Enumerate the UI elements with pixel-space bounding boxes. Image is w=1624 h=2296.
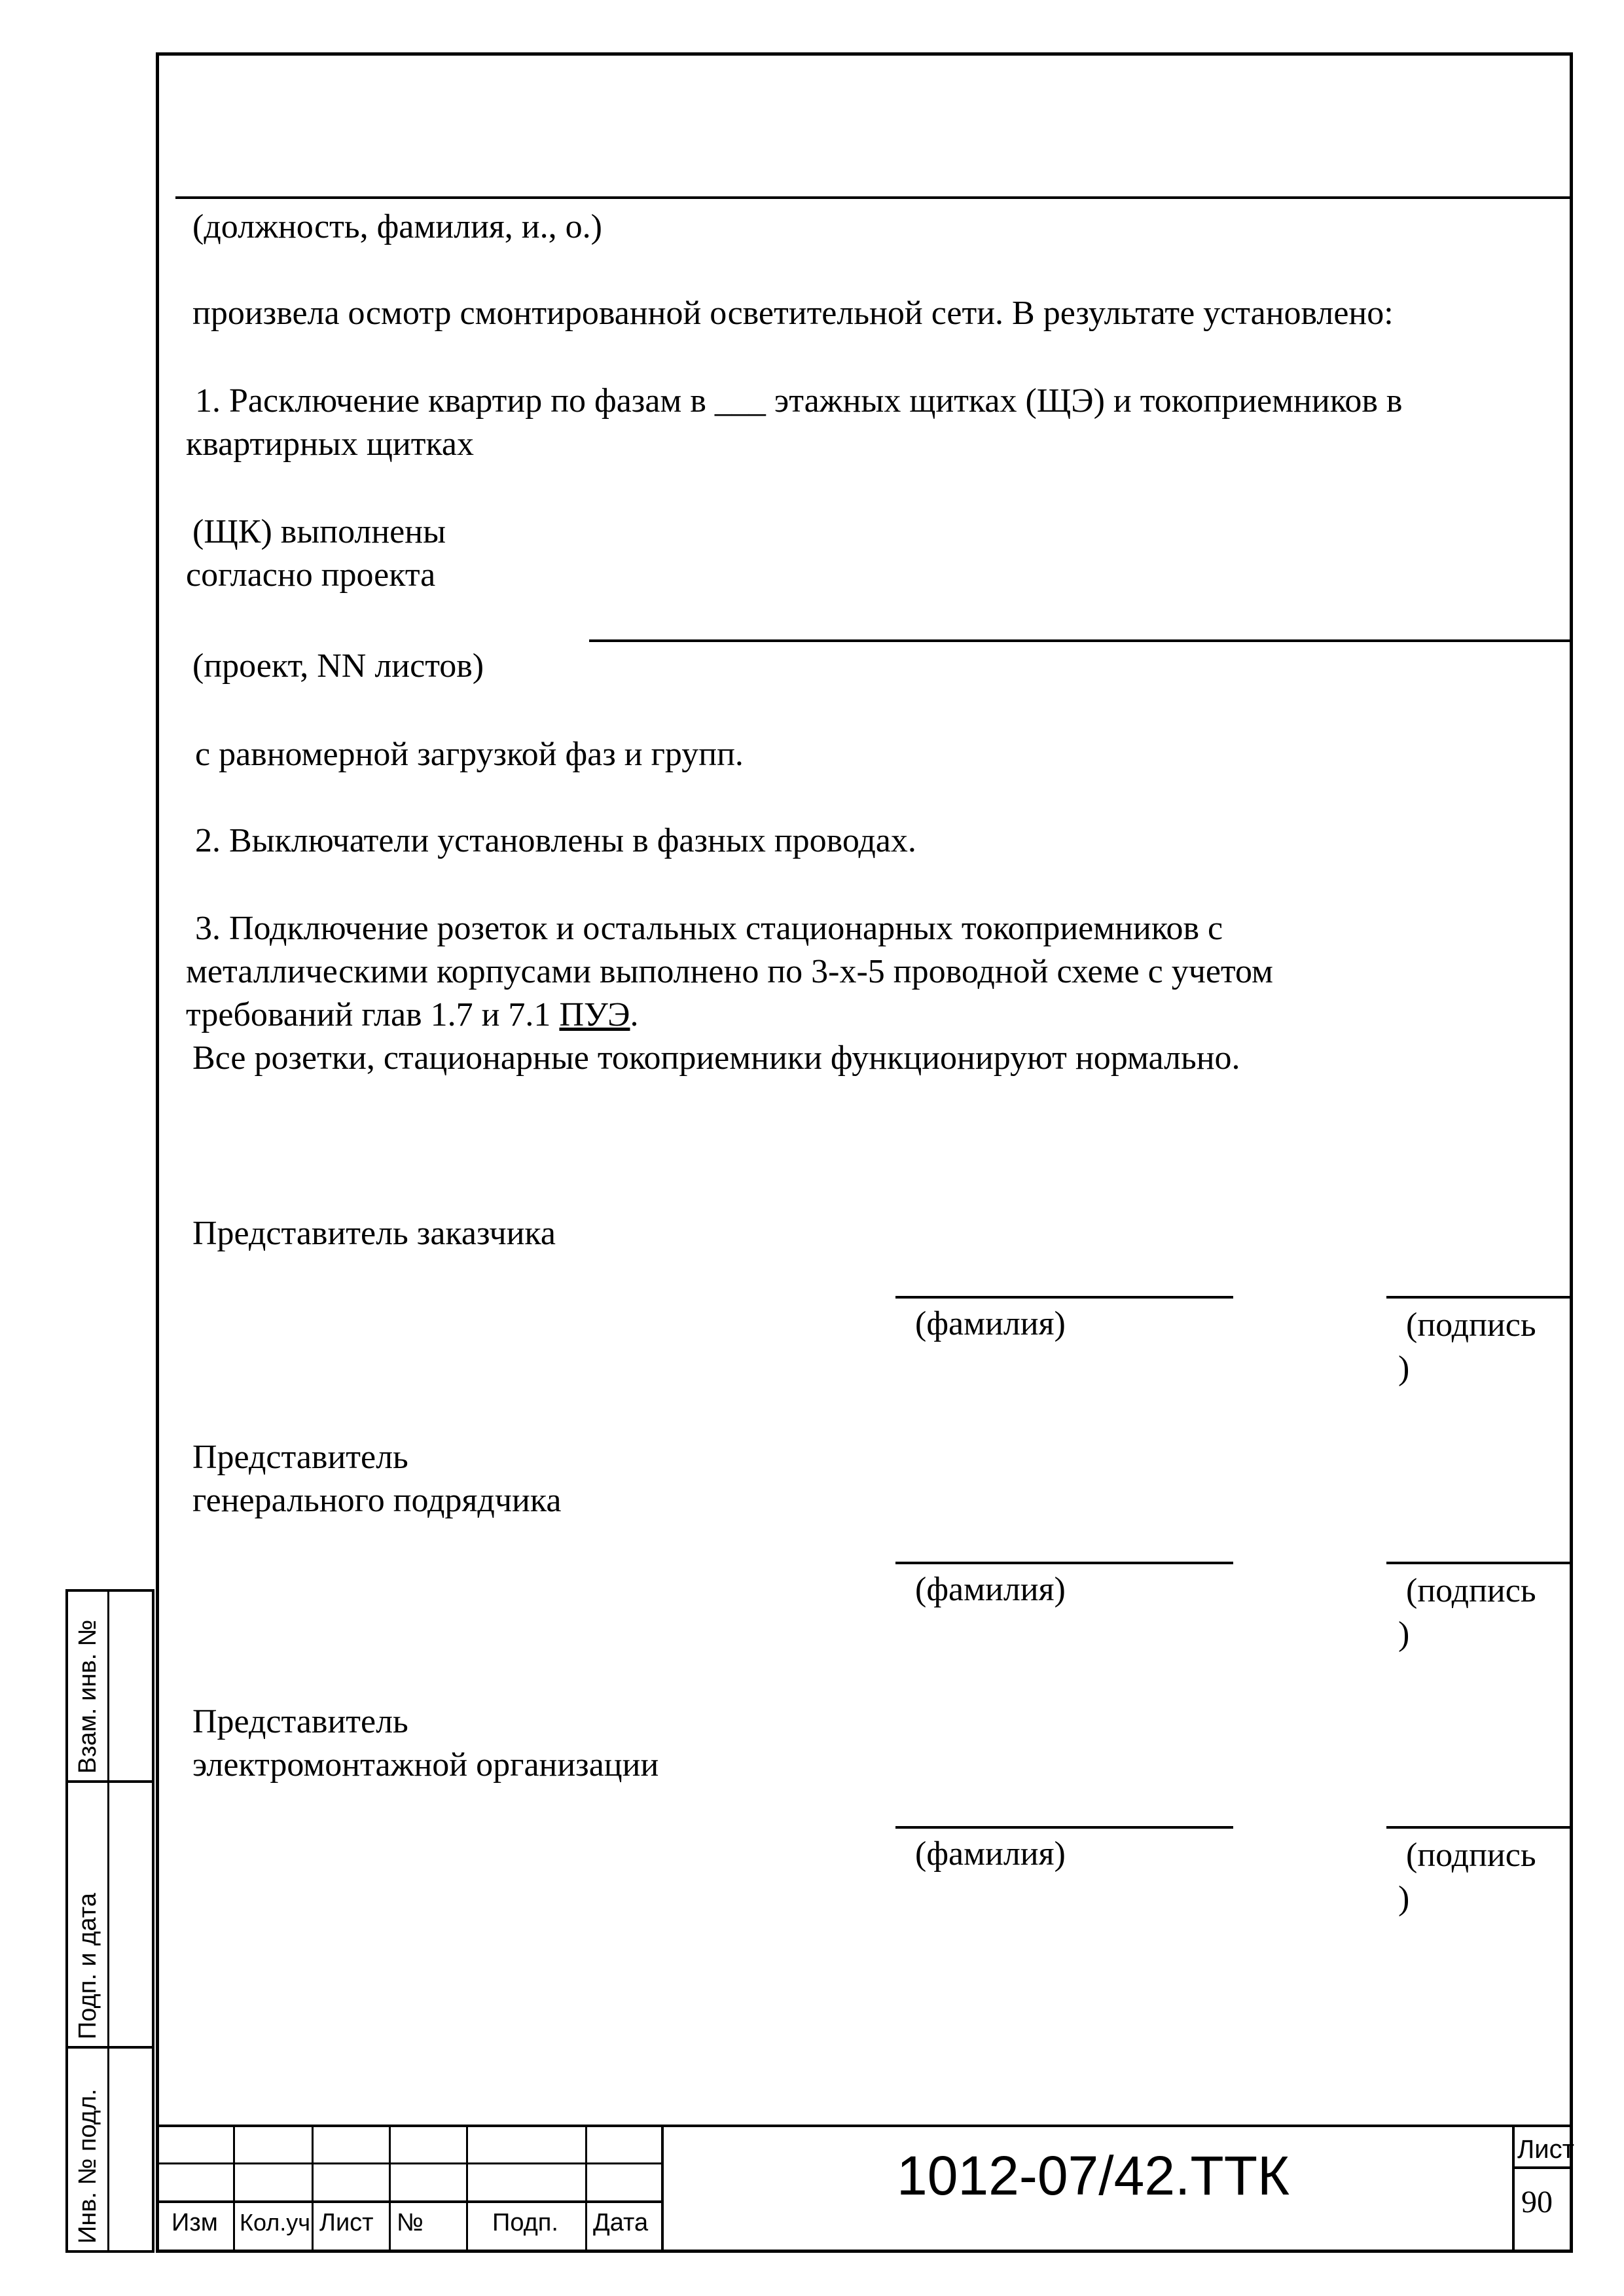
electrical-signature-caption-end: ) [1398, 1880, 1410, 1917]
item1-line1: 1. Расключение квартир по фазам в ___ этажных щитках (ЩЭ) и токоприемников в [195, 382, 1403, 420]
sheet-number: 90 [1521, 2185, 1553, 2219]
item3-line1: 3. Подключение розеток и остальных стационарных токоприемников с [195, 910, 1223, 947]
orig-inv-label: Инв. № подл. [74, 2089, 101, 2244]
general-rep-label-line2: генерального подрядчика [192, 1482, 562, 1519]
item2-text: 2. Выключатели установлены в фазных проводах. [195, 822, 916, 859]
general-signature-line [1386, 1562, 1570, 1564]
item3-line3 [186, 994, 638, 1037]
position-fill-line [175, 196, 1570, 199]
col-doc-label: № [397, 2209, 424, 2236]
title-col-line-6 [661, 2125, 664, 2253]
general-rep-label-line1: Представитель [192, 1439, 408, 1476]
col-sign-label: Подп. [492, 2209, 558, 2236]
title-col-line-2 [312, 2125, 314, 2253]
side-stamp-replaced-inv [65, 1589, 154, 1783]
position-caption: (должность, фамилия, и., о.) [192, 208, 602, 245]
col-qty-label: Кол.уч [240, 2209, 310, 2236]
pue-link[interactable]: ПУЭ [559, 996, 630, 1033]
project-caption: (проект, NN листов) [192, 647, 484, 685]
col-date-label: Дата [593, 2209, 649, 2236]
col-change-label: Изм [171, 2209, 218, 2236]
general-surname-caption: (фамилия) [915, 1571, 1066, 1608]
electrical-signature-line [1386, 1826, 1570, 1829]
item3-line4: Все розетки, стационарные токоприемники функционируют нормально. [192, 1039, 1240, 1077]
item1-line5: с равномерной загрузкой фаз и групп. [195, 736, 744, 773]
side-stamp-orig-inv [65, 2046, 154, 2253]
customer-signature-caption-end: ) [1398, 1350, 1410, 1387]
item1-line3: (ЩК) выполнены [192, 513, 446, 550]
title-col-line-4 [466, 2125, 468, 2253]
replaced-inv-label: Взам. инв. № [74, 1619, 101, 1774]
general-surname-line [895, 1562, 1233, 1564]
customer-signature-caption: (подпись [1406, 1306, 1536, 1344]
document-code: 1012-07/42.ТТК [897, 2145, 1290, 2206]
item1-line2: квартирных щитках [186, 425, 474, 463]
sheet-label: Лист [1517, 2135, 1574, 2164]
electrical-signature-caption: (подпись [1406, 1837, 1536, 1874]
item3-line3-suffix: . [630, 996, 639, 1033]
electrical-surname-caption: (фамилия) [915, 1835, 1066, 1873]
side-stamp-sign-date [65, 1780, 154, 2049]
title-col-line-7 [1512, 2125, 1515, 2253]
customer-signature-line [1386, 1296, 1570, 1299]
electrical-surname-line [895, 1826, 1233, 1829]
customer-surname-caption: (фамилия) [915, 1305, 1066, 1342]
project-fill-line [589, 639, 1570, 642]
electrical-rep-label-line1: Представитель [192, 1703, 408, 1740]
general-signature-caption-end: ) [1398, 1615, 1410, 1653]
sheet-cell-divider [1512, 2166, 1573, 2169]
item1-line4: согласно проекта [186, 556, 436, 594]
customer-rep-label: Представитель заказчика [192, 1215, 556, 1252]
intro-text: произвела осмотр смонтированной осветительной сети. В результате установлено: [192, 295, 1394, 332]
item3-line2: металлическими корпусами выполнено по 3-х-5 проводной схеме с учетом [186, 953, 1273, 990]
item3-line3-prefix: требований глав 1.7 и 7.1 [186, 996, 560, 1033]
title-col-line-5 [585, 2125, 587, 2253]
sign-date-label: Подп. и дата [74, 1893, 101, 2039]
general-signature-caption: (подпись [1406, 1572, 1536, 1609]
title-col-line-1 [233, 2125, 235, 2253]
electrical-rep-label-line2: электромонтажной организации [192, 1746, 659, 1784]
title-col-line-3 [389, 2125, 391, 2253]
title-block-top-line [156, 2125, 1573, 2127]
col-sheet-label: Лист [319, 2209, 374, 2236]
customer-surname-line [895, 1296, 1233, 1299]
